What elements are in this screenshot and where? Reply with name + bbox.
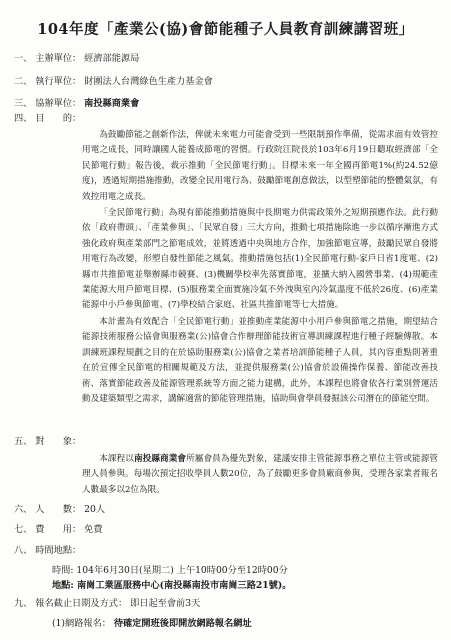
section-executor	[14, 76, 213, 88]
section-target	[14, 436, 81, 448]
location-label: 地點:	[52, 580, 74, 591]
purpose-body	[82, 128, 438, 407]
section-fee	[14, 524, 103, 536]
section-label: 主辦單位：	[35, 53, 82, 64]
section-organizer	[14, 53, 139, 65]
section-value: 南投縣商業會	[84, 98, 140, 109]
section-label: 協辦單位：	[35, 98, 82, 109]
event-datetime	[52, 565, 288, 577]
section-label: 對 象：	[35, 436, 82, 447]
section-label: 時間地點：	[35, 545, 82, 556]
section-number: 二、	[14, 76, 33, 87]
purpose-paragraph-2: 「全民節電行動」為現有節能推動措施與中長期電力供需政策外之短期預應作法。此行動依「政府帶頭」、「產業參與」、「民眾自發」三大方向，推動七項措施除進一步以循序漸進方式強化政府與產業部門之節電成效，並將透過中央與地方合作，加強節電宣導，鼓勵民眾自發將用電行為改變，形塑自發性節能之風氣。推動措施包括(1)全民節電行動-家戶日省1度電、(2)縣市共推節電並舉辦縣市競賽、(3)機關學校率先落實節電，並擴大納入國營事業、(4)規範產業能源大用戶節電目標、(5)服務業全面實施冷氣不外洩與室內冷氣溫度不低於26度、(6)產業能源中小戶參與節電、(7)學校結合家庭、社區共推節電等七大措施。	[82, 208, 438, 311]
registration-label: (1)網路報名：	[52, 618, 111, 629]
section-value: 經濟部能源局	[84, 53, 140, 64]
section-value: 20人	[84, 504, 106, 515]
section-purpose	[14, 113, 81, 125]
registration-value: 待確定開班後即開放網路報名網址	[113, 618, 252, 629]
section-number: 四、	[14, 113, 33, 124]
document-title: 104年度「產業公(協)會節能種子人員教育訓練講習班」	[37, 21, 414, 38]
section-label: 執行單位：	[35, 76, 82, 87]
section-label: 目 的：	[35, 113, 82, 124]
section-co-organizer	[14, 98, 139, 110]
section-value: 即日起至會前3天	[130, 598, 201, 609]
purpose-paragraph-1: 為鼓勵節能之創新作法，俾就未來電力可能會受到一些限制預作準備，從需求面有效管控用電之成長，同時讓國人能養成節電的習慣。行政院江院長於103年6月19日聽取經濟部「全民節電行動」報告後，裁示推動「全民節電行動」。目標未來一年全國再節電1%(約24.52億度)，透過短期措施推動，改變全民用電行為、鼓勵節電創意做法，以型塑節能的整體氣氛，有效控用電之成長。	[82, 130, 438, 202]
section-number: 五、	[14, 436, 33, 447]
section-number: 一、	[14, 53, 33, 64]
section-label: 人 數：	[35, 504, 82, 515]
section-value: 財團法人台灣綠色生產力基金會	[84, 76, 213, 87]
section-number: 六、	[14, 504, 33, 515]
datetime-value: 104年6月30日(星期二) 上午10時00分至12時00分	[76, 565, 288, 576]
section-registration	[14, 598, 200, 610]
target-paragraph: 本課程以南投縣商業會所屬會員為優先對象，建議安排主管能源事務之單位主管或能源管理人員參與。每場次預定招收學員人數20位，為了鼓勵更多會員廠商參與，受理各家業者報名人數最多以2位為限。	[82, 454, 438, 495]
event-location	[52, 580, 291, 592]
section-label: 報名截止日期及方式：	[35, 598, 128, 609]
section-label: 費 用：	[35, 524, 82, 535]
target-highlight: 南投縣商業會	[133, 454, 187, 464]
section-number: 三、	[14, 98, 33, 109]
section-number: 九、	[14, 598, 33, 609]
section-number: 七、	[14, 524, 33, 535]
datetime-label: 時間:	[52, 565, 74, 576]
section-headcount	[14, 504, 105, 516]
section-time-location	[14, 545, 81, 557]
location-value: 南崗工業區服務中心(南投縣南投市南崗三路21號)。	[76, 580, 292, 591]
section-value: 免費	[84, 524, 103, 535]
registration-method	[52, 618, 252, 630]
target-body	[82, 452, 438, 498]
section-number: 八、	[14, 545, 33, 556]
purpose-paragraph-3: 本計畫為有效配合「全民節電行動」並推動產業能源中小用戶參與節電之措施，期望結合能源技術服務公協會與服務業(公)協會合作辦理節能技術宣導訓練課程進行種子經驗傳散。本訓練班課程規劃之目的在於協助服務業(公)協會之業者培訓節能種子人員，其內容重點則著重在於宣傳全民節電的相關規範及方法，並提供服務業(公)協會於設備操作保養、節能改善技術、落實節能政善及能源管理系統等方面之能力建構，此外，本課程也將會依各行業別營運活動及建築類型之需求，講解適當的節能管理措施，協助與會學員發掘該公司潛在的節能空間。	[82, 316, 438, 404]
